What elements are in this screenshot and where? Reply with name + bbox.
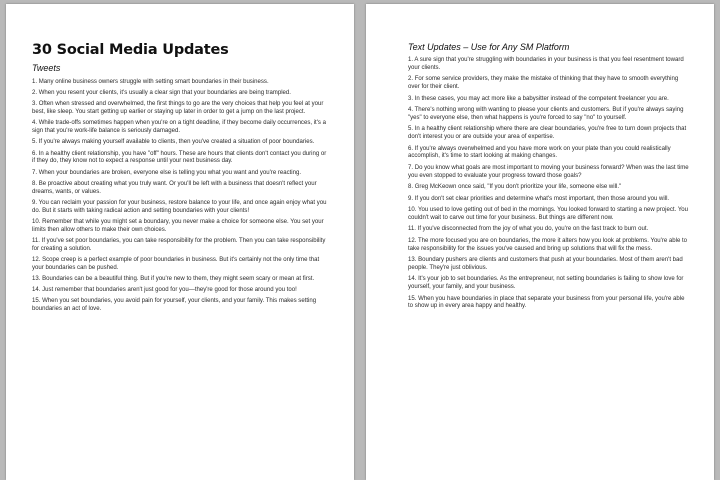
list-item: 12. Scope creep is a perfect example of poor boundaries in business. But it's certainly not the only time that your boundaries can be pushed.: [32, 256, 320, 271]
section-heading-text-updates: Text Updates – Use for Any SM Platform: [408, 42, 570, 52]
list-item: 6. If you're always overwhelmed and you have more work on your plate than you could realistically accomplish, it's time to start looking at making changes.: [408, 145, 671, 160]
list-item: 3. Often when stressed and overwhelmed, the first things to go are the very choices that help you feel at your best, like sleep. You start getting up earlier or staying up later in order to get a jump on the last project.: [32, 101, 324, 116]
section-heading-tweets: Tweets: [32, 63, 61, 73]
list-item: 11. If you've disconnected from the joy of what you do, you're on the fast track to burn out.: [408, 226, 649, 233]
list-item: 15. When you set boundaries, you avoid pain for yourself, your clients, and your family. This makes setting boundaries an act of love.: [32, 298, 317, 313]
list-item: 4. There's nothing wrong with wanting to please your clients and customers. But if you're always saying "yes" to everyone else, then what happens is you're forced to say "no" to yourself.: [408, 107, 684, 121]
list-item: 14. Just remember that boundaries aren't just good for you—they're good for those around you too!: [32, 287, 297, 294]
list-item: 2. For some service providers, they make the mistake of thinking that they have to smooth everything over for their client.: [408, 76, 679, 91]
list-item: 1. Many online business owners struggle with setting smart boundaries in their business.: [32, 79, 269, 85]
list-item: 10. Remember that while you might set a boundary, you never make a choice for someone else. You set your limits then allow others to make their own choices.: [32, 218, 324, 233]
list-item: 9. You can reclaim your passion for your business, restore balance to your life, and once again enjoy what you do. But it starts with taking radical action and setting boundaries with your clients!: [32, 199, 327, 214]
list-item: 8. Be proactive about creating what you truly want. Or you'll be left with a business that doesn't reflect your dreams, wants, or values.: [32, 180, 317, 195]
list-item: 11. If you've set poor boundaries, you can take responsibility for the problem. Then you can take responsibility for creating a solution.: [32, 237, 326, 252]
list-item: 15. When you have boundaries in place that separate your business from your personal life, you're able to show up in every area happy and healthy.: [408, 295, 685, 310]
list-item: 5. If you're always making yourself available to clients, then you've created a situation of poor boundaries.: [32, 139, 315, 146]
list-item: 2. When you resent your clients, it's usually a clear sign that your boundaries are being trampled.: [32, 90, 291, 97]
document-title: 30 Social Media Updates: [32, 42, 229, 58]
list-item: 6. In a healthy client relationship, you have "off" hours. These are hours that clients don't contact you during or if they do, they know not to expect a response until your next business day.: [32, 150, 327, 165]
list-item: 9. If you don't set clear priorities and determine what's most important, then those around you will.: [408, 195, 670, 202]
list-item: 1. A sure sign that you're struggling with boundaries in your business is that you feel resentment toward your clients.: [408, 57, 684, 71]
list-item: 13. Boundary pushers are clients and customers that push at your boundaries. Most of them aren't bad people. They're just oblivious.: [408, 257, 683, 271]
list-item: 13. Boundaries can be a beautiful thing. But if you're new to them, they might seem scary or mean at first.: [32, 276, 315, 282]
document-page-left: [6, 4, 354, 480]
document-page-right: [366, 4, 714, 480]
list-item: 14. It's your job to set boundaries. As the entrepreneur, not setting boundaries is failing to show love for yourself, your family, and your business.: [408, 276, 684, 291]
list-item: 10. You used to love getting out of bed in the mornings. You looked forward to starting a new project. You couldn't wait to carve out time for your business. But things are different now.: [408, 207, 689, 221]
list-item: 8. Greg McKeown once said, "If you don't prioritize your life, someone else will.": [408, 184, 622, 191]
list-item: 3. In these cases, you may act more like a babysitter instead of the competent freelancer you are.: [408, 95, 669, 102]
list-item: 7. When your boundaries are broken, everyone else is telling you what you want and you're reacting.: [32, 169, 302, 176]
list-item: 5. In a healthy client relationship where there are clear boundaries, you're free to turn down projects that don't interest you or are outside your area of expertise.: [408, 126, 687, 141]
list-item: 4. While trade-offs sometimes happen when you're on a tight deadline, if they become daily occurrences, it's a sign that you're work-life balance is seriously damaged.: [32, 120, 326, 135]
list-item: 7. Do you know what goals are most important to moving your business forward? When was the last time you even stopped to evaluate your progress toward those goals?: [408, 164, 689, 179]
list-item: 12. The more focused you are on boundaries, the more it alters how you look at problems. You're able to take responsibility for the issues you've caused and bring up solutions that will fix the mess.: [408, 237, 688, 252]
tweet-list: [32, 79, 330, 314]
text-update-list: [408, 57, 690, 311]
